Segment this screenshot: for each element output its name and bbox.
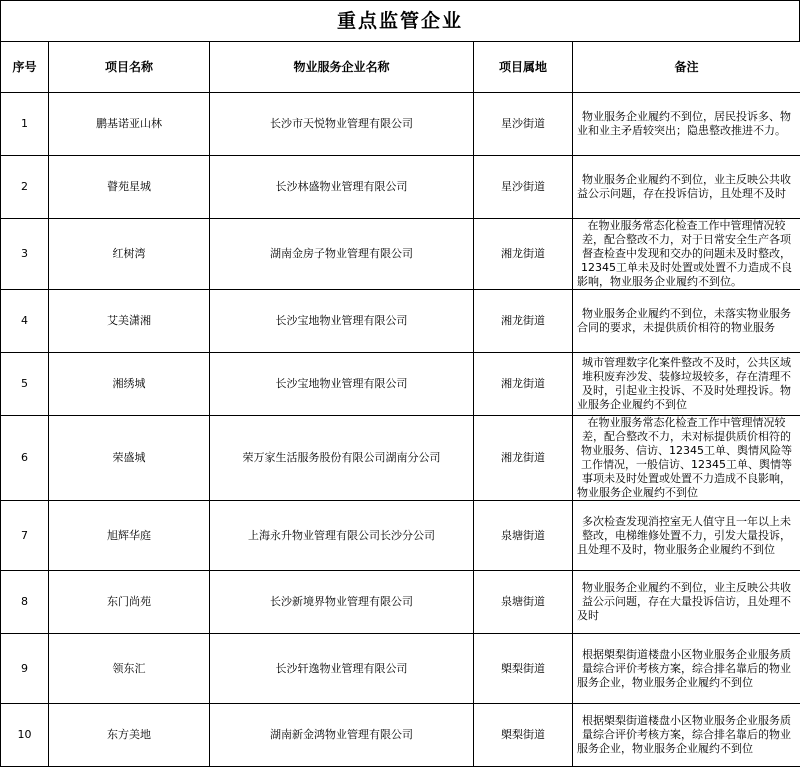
cell-remark xyxy=(573,290,800,353)
cell-area: 湘龙街道 xyxy=(474,219,573,290)
table-row xyxy=(1,416,800,501)
table-row xyxy=(1,634,800,704)
cell-index: 1 xyxy=(1,93,49,156)
cell-project: 领东汇 xyxy=(49,634,210,704)
remark-text: 物业服务企业履约不到位，业主反映公共收益公示问题，存在大量投诉信访，且处理不及时 xyxy=(577,581,796,623)
header-company: 物业服务企业名称 xyxy=(210,42,474,93)
cell-area: 星沙街道 xyxy=(474,156,573,219)
remark-text: 物业服务企业履约不到位，业主反映公共收益公示问题，存在投诉信访，且处理不及时 xyxy=(577,173,796,201)
cell-area: 湘龙街道 xyxy=(474,416,573,501)
table-row xyxy=(1,156,800,219)
remark-text: 物业服务企业履约不到位，未落实物业服务合同的要求，未提供质价相符的物业服务 xyxy=(577,307,796,335)
cell-company: 湖南新金鸿物业管理有限公司 xyxy=(210,704,474,767)
cell-area: 星沙街道 xyxy=(474,93,573,156)
cell-company: 长沙新境界物业管理有限公司 xyxy=(210,571,474,634)
cell-company: 长沙宝地物业管理有限公司 xyxy=(210,353,474,416)
cell-company: 长沙轩逸物业管理有限公司 xyxy=(210,634,474,704)
cell-area: 㮾梨街道 xyxy=(474,704,573,767)
cell-company: 湖南金房子物业管理有限公司 xyxy=(210,219,474,290)
table-row xyxy=(1,290,800,353)
cell-project: 湘绣城 xyxy=(49,353,210,416)
cell-index: 3 xyxy=(1,219,49,290)
cell-remark xyxy=(573,501,800,571)
cell-remark xyxy=(573,634,800,704)
cell-project: 东方美地 xyxy=(49,704,210,767)
cell-index: 7 xyxy=(1,501,49,571)
cell-project: 艾美潇湘 xyxy=(49,290,210,353)
cell-project: 东门尚苑 xyxy=(49,571,210,634)
cell-company: 长沙宝地物业管理有限公司 xyxy=(210,290,474,353)
cell-remark xyxy=(573,416,800,501)
cell-project: 鹏基诺亚山林 xyxy=(49,93,210,156)
cell-index: 6 xyxy=(1,416,49,501)
cell-company: 长沙林盛物业管理有限公司 xyxy=(210,156,474,219)
table-row xyxy=(1,571,800,634)
remark-text: 在物业服务常态化检查工作中管理情况较差，配合整改不力，未对标提供质价相符的物业服务、信访、12345工单、舆情风险等工作情况，一般信访、12345工单、舆情等事项未及时处置或处置不力造成不良影响，物业服务企业履约不到位 xyxy=(577,416,796,500)
table-row xyxy=(1,93,800,156)
remark-text: 城市管理数字化案件整改不及时，公共区域堆积废弃沙发、装修垃圾较多，存在清理不及时，引起业主投诉、不及时处理投诉。物业服务企业履约不到位 xyxy=(577,356,796,412)
cell-area: 湘龙街道 xyxy=(474,353,573,416)
table-row xyxy=(1,353,800,416)
cell-company: 上海永升物业管理有限公司长沙分公司 xyxy=(210,501,474,571)
table-row xyxy=(1,501,800,571)
cell-index: 9 xyxy=(1,634,49,704)
sheet-title: 重点监管企业 xyxy=(0,0,800,41)
cell-index: 8 xyxy=(1,571,49,634)
remark-text: 根据㮾梨街道楼盘小区物业服务企业服务质量综合评价考核方案，综合排名靠后的物业服务企业，物业服务企业履约不到位 xyxy=(577,648,796,690)
header-index: 序号 xyxy=(1,42,49,93)
table-row xyxy=(1,219,800,290)
table-row xyxy=(1,704,800,767)
cell-company: 荣万家生活服务股份有限公司湖南分公司 xyxy=(210,416,474,501)
cell-area: 泉塘街道 xyxy=(474,571,573,634)
cell-area: 泉塘街道 xyxy=(474,501,573,571)
cell-index: 2 xyxy=(1,156,49,219)
cell-index: 5 xyxy=(1,353,49,416)
header-area: 项目属地 xyxy=(474,42,573,93)
cell-project: 瞽苑星城 xyxy=(49,156,210,219)
cell-remark xyxy=(573,353,800,416)
cell-index: 10 xyxy=(1,704,49,767)
cell-remark xyxy=(573,156,800,219)
remark-text: 物业服务企业履约不到位，居民投诉多、物业和业主矛盾较突出；隐患整改推进不力。 xyxy=(577,110,796,138)
enterprise-table xyxy=(0,41,800,767)
cell-index: 4 xyxy=(1,290,49,353)
cell-remark xyxy=(573,571,800,634)
cell-project: 红树湾 xyxy=(49,219,210,290)
cell-company: 长沙市天悦物业管理有限公司 xyxy=(210,93,474,156)
cell-remark xyxy=(573,219,800,290)
cell-remark xyxy=(573,93,800,156)
cell-project: 荣盛城 xyxy=(49,416,210,501)
remark-text: 根据㮾梨街道楼盘小区物业服务企业服务质量综合评价考核方案，综合排名靠后的物业服务企业，物业服务企业履约不到位 xyxy=(577,714,796,756)
header-project: 项目名称 xyxy=(49,42,210,93)
cell-area: 湘龙街道 xyxy=(474,290,573,353)
header-row xyxy=(1,42,800,93)
header-remark: 备注 xyxy=(573,42,800,93)
cell-area: 㮾梨街道 xyxy=(474,634,573,704)
remark-text: 多次检查发现消控室无人值守且一年以上未整改，电梯维修处置不力，引发大量投诉，且处理不及时，物业服务企业履约不到位 xyxy=(577,515,796,557)
cell-project: 旭辉华庭 xyxy=(49,501,210,571)
cell-remark xyxy=(573,704,800,767)
remark-text: 在物业服务常态化检查工作中管理情况较差，配合整改不力，对于日常安全生产各项督查检查中发现和交办的问题未及时整改，12345工单未及时处置或处置不力造成不良影响，物业服务企业履约不到位。 xyxy=(577,219,796,289)
